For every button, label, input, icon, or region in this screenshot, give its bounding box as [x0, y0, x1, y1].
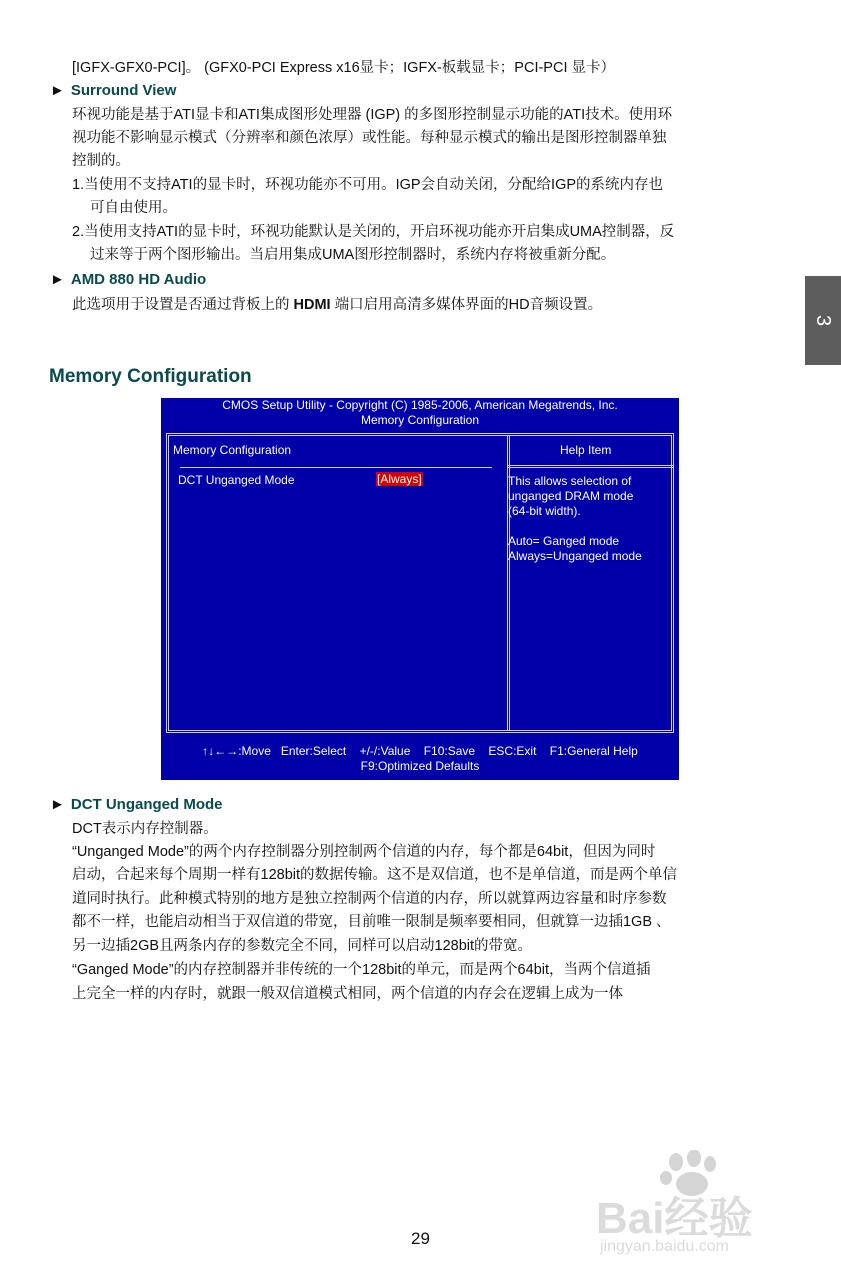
- triangle-bullet-icon: ►: [50, 271, 65, 288]
- dct-line-3: 启动，合起来每个周期一样有128bit的数据传输。这不是双信道，也不是单信道，而是两个单信: [72, 867, 678, 883]
- audio-body-post: 端口启用高清多媒体界面的HD音频设置。: [330, 297, 603, 313]
- bios-screen: [161, 398, 679, 780]
- surround-item-1-line-1: 1.当使用不支持ATI的显卡时，环视功能亦不可用。IGP会自动关闭，分配给IGP的系统内存也: [72, 177, 664, 193]
- surround-view-heading: [50, 80, 176, 102]
- bios-option-label: DCT Unganged Mode: [178, 473, 295, 487]
- surround-line-3: 控制的。: [72, 153, 130, 169]
- bios-help-line: unganged DRAM mode: [508, 489, 634, 503]
- igfx-line: [IGFX-GFX0-PCI]。 (GFX0-PCI Express x16显卡；IGFX-板载显卡；PCI-PCI 显卡）: [72, 60, 615, 76]
- dct-line-7: “Ganged Mode”的内存控制器并非传统的一个128bit的单元，而是两个64bit，当两个信道插: [72, 962, 651, 978]
- chapter-number: 3: [812, 314, 835, 327]
- dct-line-5: 都不一样，也能启动相当于双信道的带宽，目前唯一限制是频率要相同，但就算一边插1GB 、: [72, 914, 671, 930]
- surround-line-2: 视功能不影响显示模式（分辨率和颜色浓厚）或性能。每种显示模式的输出是图形控制器单独: [72, 130, 667, 146]
- amd-audio-body: [72, 294, 602, 317]
- bios-footer-keys: ↑↓←→:Move Enter:Select +/-/:Value F10:Save ESC:Exit F1:General Help: [202, 744, 638, 758]
- triangle-bullet-icon: ►: [50, 82, 65, 99]
- triangle-bullet-icon: ►: [50, 796, 65, 813]
- bios-option-value[interactable]: [376, 472, 423, 486]
- dct-line-2: “Unganged Mode”的两个内存控制器分别控制两个信道的内存，每个都是64bit，但因为同时: [72, 844, 656, 860]
- section-title: Memory Configuration: [49, 366, 252, 387]
- amd-audio-title: AMD 880 HD Audio: [70, 271, 207, 288]
- bios-header-line-1: CMOS Setup Utility - Copyright (C) 1985-2006, American Megatrends, Inc.: [222, 398, 618, 412]
- dct-line-6: 另一边插2GB且两条内存的参数完全不同，同样可以启动128bit的带宽。: [72, 938, 533, 954]
- bios-help-line: (64-bit width).: [508, 504, 581, 518]
- audio-body-hdmi: HDMI: [293, 297, 331, 313]
- dct-line-4: 道同时执行。此种模式特别的地方是独立控制两个信道的内存，所以就算两边容量和时序参数: [72, 891, 667, 907]
- bios-help-line: Always=Unganged mode: [508, 549, 642, 563]
- watermark-brand: Bai经验: [596, 1194, 753, 1243]
- page-number: 29: [411, 1229, 430, 1248]
- dct-title: DCT Unganged Mode: [70, 796, 223, 813]
- dct-heading: [50, 794, 223, 816]
- bios-header-line-2: Memory Configuration: [360, 413, 480, 427]
- bios-selected-value[interactable]: [Always]: [377, 472, 422, 486]
- audio-body-pre: 此选项用于设置是否通过背板上的: [72, 297, 294, 313]
- bios-help-line: Auto= Ganged mode: [508, 534, 620, 548]
- amd-audio-heading: [50, 269, 206, 291]
- watermark-url: jingyan.baidu.com: [600, 1238, 729, 1255]
- chapter-tab: [805, 276, 841, 365]
- bios-help-line: [508, 519, 642, 534]
- dct-line-8: 上完全一样的内存时，就跟一般双信道模式相同，两个信道的内存会在逻辑上成为一体: [72, 986, 623, 1002]
- bios-help-separator: [507, 465, 673, 468]
- surround-line-1: 环视功能是基于ATI显卡和ATI集成图形处理器 (IGP) 的多图形控制显示功能的ATI技术。使用环: [72, 107, 673, 123]
- bios-help-line: This allows selection of: [508, 474, 632, 488]
- surround-item-2-line-1: 2.当使用支持ATI的显卡时，环视功能默认是关闭的，开启环视功能亦开启集成UMA控制器，反: [72, 224, 675, 240]
- surround-view-title: Surround View: [70, 82, 177, 99]
- bios-help-title: Help Item: [560, 443, 612, 457]
- bios-left-title: Memory Configuration: [173, 443, 292, 457]
- dct-line-1: DCT表示内存控制器。: [72, 821, 218, 837]
- bios-footer-defaults: F9:Optimized Defaults: [360, 759, 480, 773]
- bios-left-separator: [180, 467, 492, 468]
- surround-item-2-line-2: 过来等于两个图形输出。当启用集成UMA图形控制器时，系统内存将被重新分配。: [90, 247, 616, 263]
- bios-help-text: [508, 474, 642, 564]
- surround-item-1-line-2: 可自由使用。: [90, 200, 177, 216]
